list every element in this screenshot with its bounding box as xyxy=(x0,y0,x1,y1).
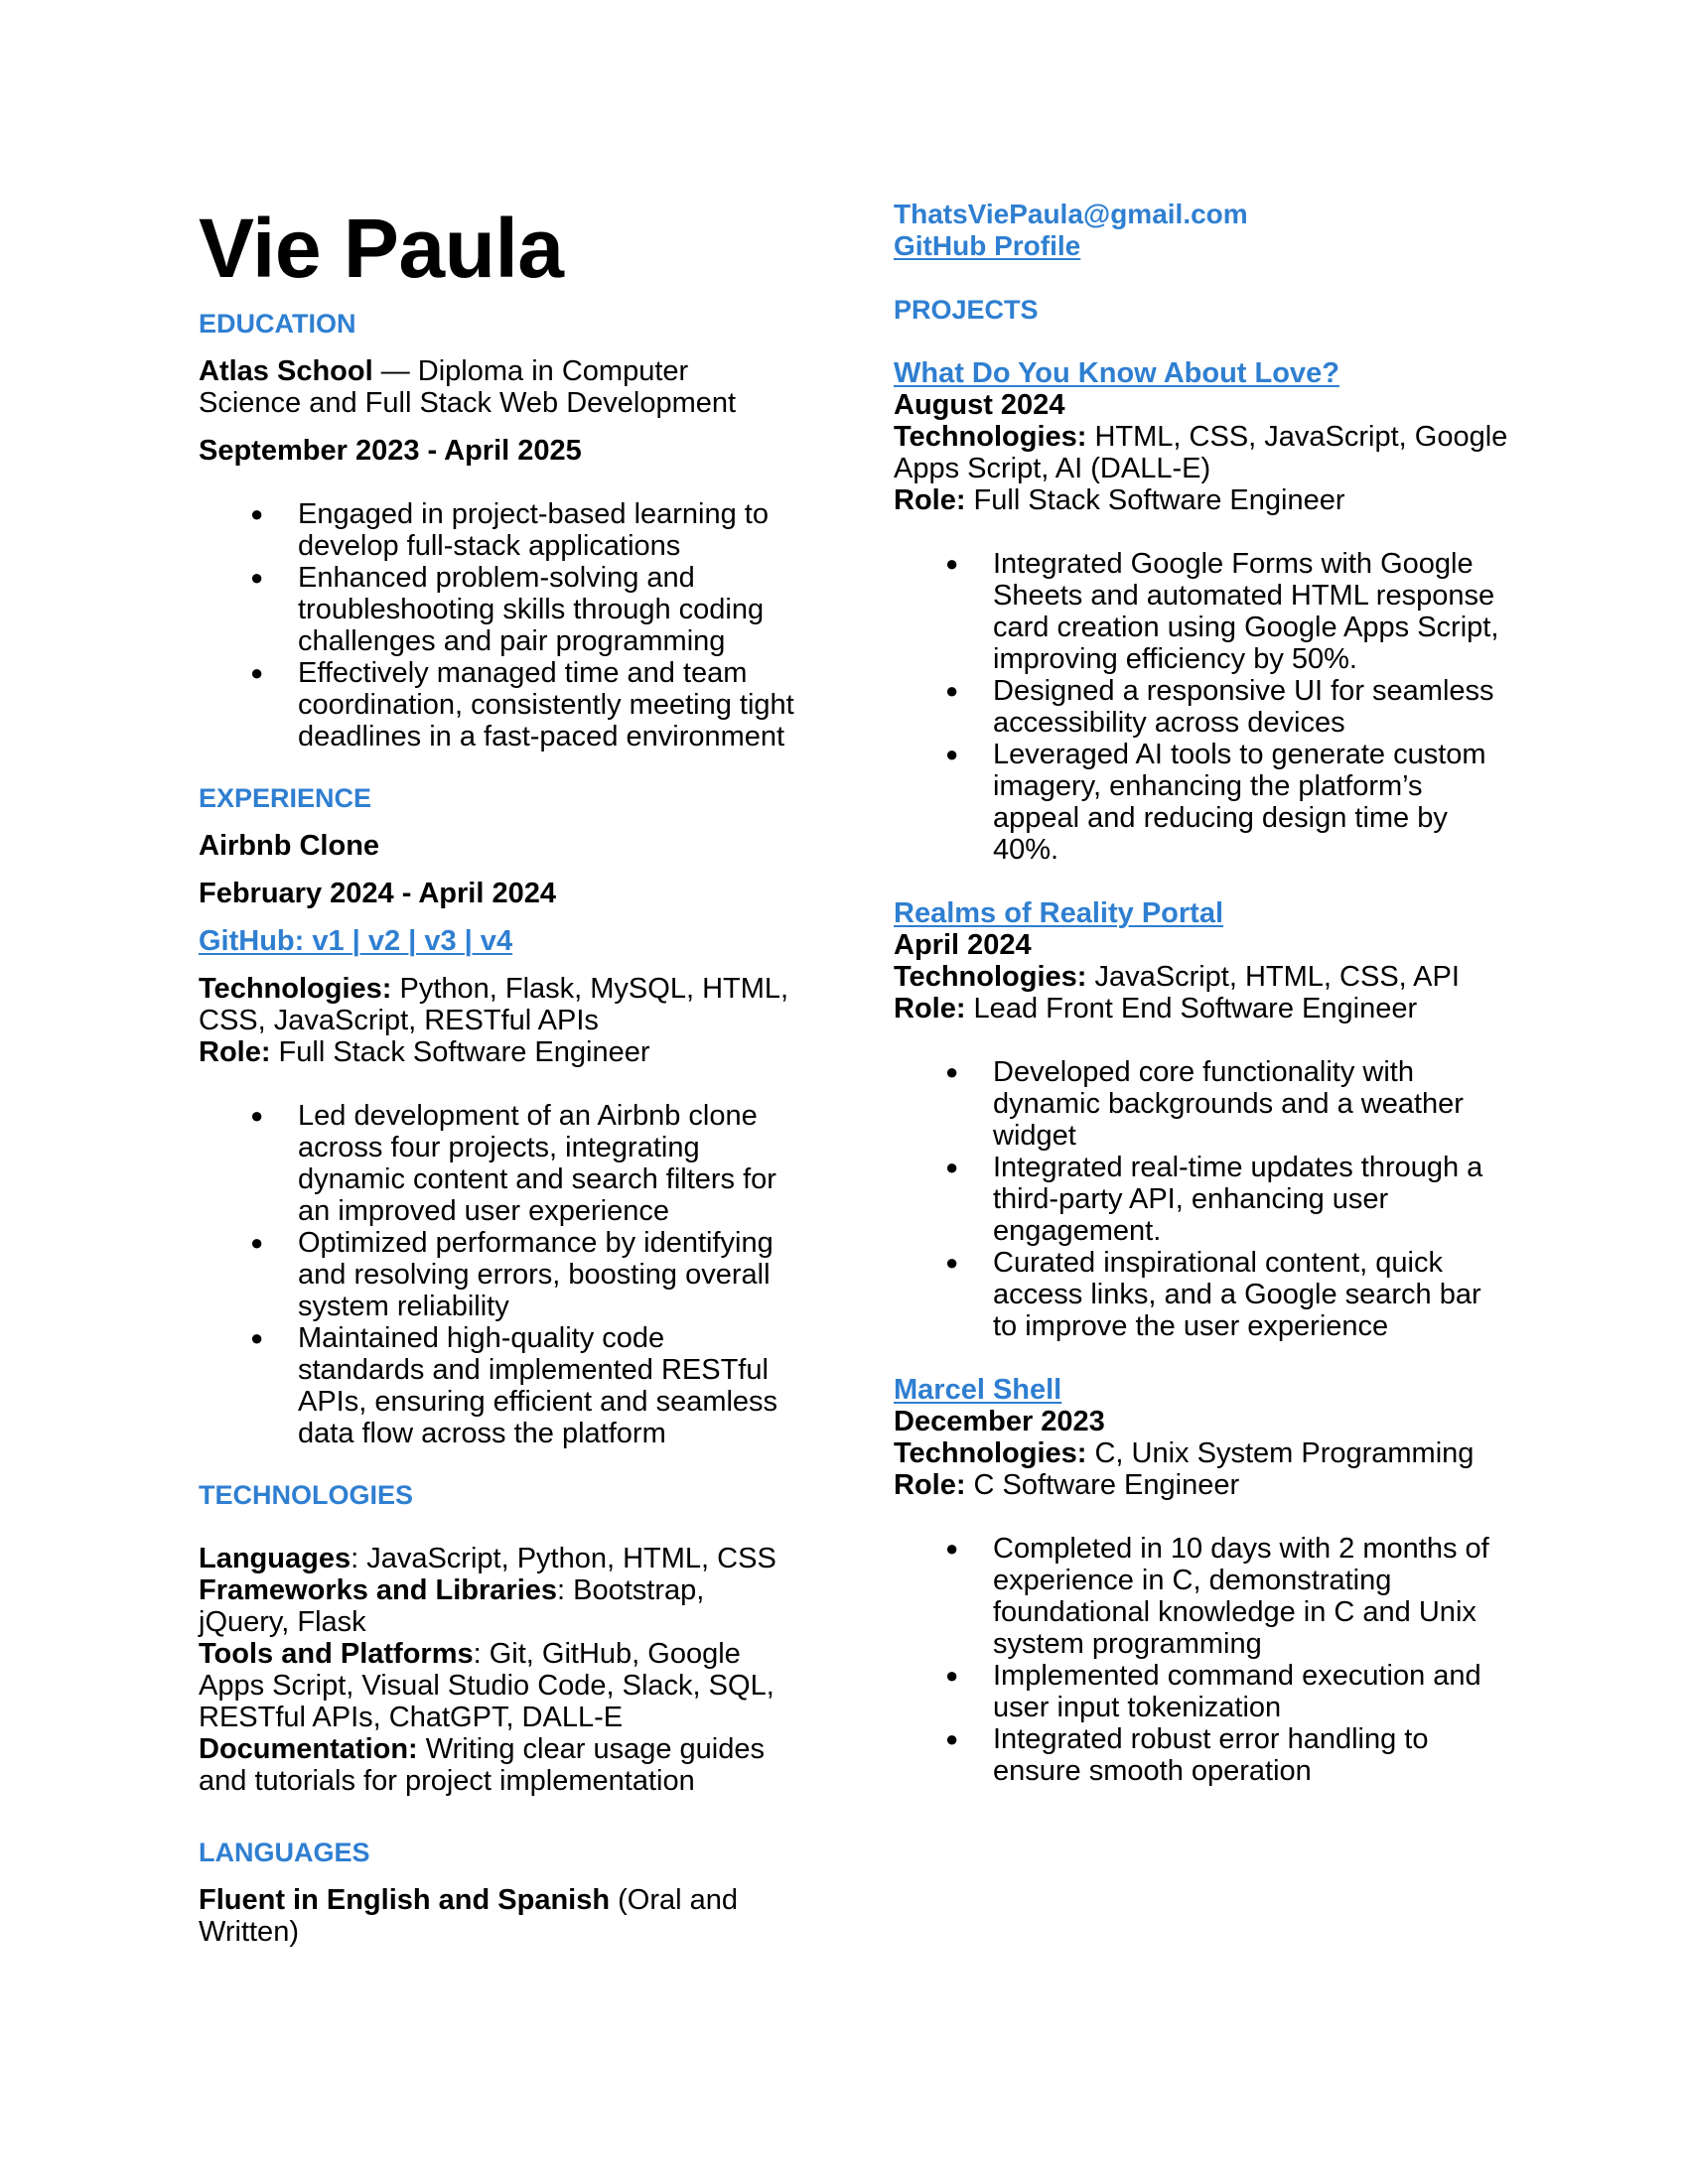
school-separator: — xyxy=(372,355,418,387)
bullet-icon: ● xyxy=(250,1325,264,1350)
project-item xyxy=(894,897,1509,1342)
experience-github-links[interactable]: GitHub: v1 | v2 | v3 | v4 xyxy=(199,925,513,957)
role-value: Lead Front End Software Engineer xyxy=(965,993,1418,1024)
experience-role xyxy=(199,1036,794,1068)
tech-label: Technologies: xyxy=(894,961,1087,993)
list-item xyxy=(894,1723,1509,1787)
languages-value: : JavaScript, Python, HTML, CSS xyxy=(351,1543,776,1574)
project-technologies xyxy=(894,1437,1509,1469)
list-item xyxy=(199,1227,794,1322)
experience-section xyxy=(199,782,794,1449)
project-role xyxy=(894,1469,1509,1501)
github-profile-link[interactable]: GitHub Profile xyxy=(894,230,1081,261)
bullet-text: Leveraged AI tools to generate custom imagery, enhancing the platform’s appeal and reducing design time by 40%. xyxy=(993,739,1486,866)
project-title-link[interactable]: Realms of Reality Portal xyxy=(894,897,1223,929)
list-item xyxy=(894,1660,1509,1723)
role-value: C Software Engineer xyxy=(965,1469,1240,1501)
bullet-text: Engaged in project-based learning to develop full-stack applications xyxy=(298,498,769,562)
bullet-icon: ● xyxy=(945,1726,959,1751)
tech-value: JavaScript, HTML, CSS, API xyxy=(1086,961,1460,993)
tools-label: Tools and Platforms xyxy=(199,1638,474,1670)
tech-tools xyxy=(199,1638,794,1733)
project-bullets xyxy=(894,1056,1509,1342)
documentation-value: Writing clear usage guides and tutorials for project implementation xyxy=(199,1733,765,1797)
bullet-icon: ● xyxy=(945,742,959,766)
role-label: Role: xyxy=(894,993,966,1024)
experience-technologies xyxy=(199,973,794,1036)
bullet-text: Integrated Google Forms with Google Sheets and automated HTML response card creation using Google Apps Script, improving efficiency by 50%. xyxy=(993,548,1499,675)
projects-heading: PROJECTS xyxy=(894,295,1039,325)
list-item xyxy=(199,657,794,752)
project-role xyxy=(894,484,1509,516)
list-item xyxy=(894,675,1509,739)
role-value: Full Stack Software Engineer xyxy=(965,484,1345,516)
bullet-text: Effectively managed time and team coordination, consistently meeting tight deadlines in a fast-paced environment xyxy=(298,657,794,752)
bullet-text: Optimized performance by identifying and resolving errors, boosting overall system reliability xyxy=(298,1227,774,1322)
project-date: April 2024 xyxy=(894,929,1032,961)
list-item xyxy=(894,739,1509,866)
fluent-value: (Oral and Written) xyxy=(199,1884,739,1948)
candidate-name: Vie Paula xyxy=(199,202,564,295)
fluent-label: Fluent in English and Spanish xyxy=(199,1884,611,1916)
bullet-text: Integrated real-time updates through a third-party API, enhancing user engagement. xyxy=(993,1152,1483,1247)
list-item xyxy=(199,1322,794,1449)
tech-label: Technologies: xyxy=(199,973,392,1005)
technologies-heading: TECHNOLOGIES xyxy=(199,1480,414,1510)
project-item xyxy=(894,1374,1509,1787)
languages-label: Languages xyxy=(199,1543,352,1574)
education-dates: September 2023 - April 2025 xyxy=(199,435,582,467)
project-title-link[interactable]: What Do You Know About Love? xyxy=(894,357,1339,389)
list-item xyxy=(894,1056,1509,1152)
project-technologies xyxy=(894,421,1509,484)
role-label: Role: xyxy=(199,1036,271,1068)
frameworks-label: Frameworks and Libraries xyxy=(199,1574,558,1606)
list-item xyxy=(894,1152,1509,1247)
project-bullets xyxy=(894,548,1509,866)
bullet-text: Led development of an Airbnb clone across four projects, integrating dynamic content and search filters for an improved user experience xyxy=(298,1100,776,1227)
list-item xyxy=(199,1100,794,1227)
languages-fluent xyxy=(199,1884,794,1948)
languages-section xyxy=(199,1837,794,1948)
bullet-icon: ● xyxy=(945,678,959,703)
bullet-icon: ● xyxy=(945,1250,959,1275)
project-title-link[interactable]: Marcel Shell xyxy=(894,1374,1062,1406)
bullet-text: Designed a responsive UI for seamless accessibility across devices xyxy=(993,675,1494,739)
project-date: August 2024 xyxy=(894,389,1065,421)
education-section xyxy=(199,308,794,752)
bullet-icon: ● xyxy=(945,1059,959,1084)
contact-block xyxy=(894,199,1509,262)
experience-dates: February 2024 - April 2024 xyxy=(199,878,556,909)
role-label: Role: xyxy=(894,484,966,516)
tech-label: Technologies: xyxy=(894,421,1087,453)
project-role xyxy=(894,993,1509,1024)
bullet-text: Implemented command execution and user input tokenization xyxy=(993,1660,1481,1723)
list-item xyxy=(894,1533,1509,1660)
project-date: December 2023 xyxy=(894,1406,1105,1437)
bullet-text: Curated inspirational content, quick access links, and a Google search bar to improve the user experience xyxy=(993,1247,1481,1342)
tech-value: C, Unix System Programming xyxy=(1086,1437,1475,1469)
list-item xyxy=(199,498,794,562)
bullet-icon: ● xyxy=(945,551,959,576)
project-item xyxy=(894,357,1509,866)
tools-value: : Git, GitHub, Google Apps Script, Visual Studio Code, Slack, SQL, RESTful APIs, ChatGPT, DALL-E xyxy=(199,1638,774,1733)
tech-frameworks xyxy=(199,1574,794,1638)
project-bullets xyxy=(894,1533,1509,1787)
technologies-section xyxy=(199,1479,794,1797)
bullet-icon: ● xyxy=(945,1155,959,1179)
bullet-icon: ● xyxy=(250,1230,264,1255)
tech-value: HTML, CSS, JavaScript, Google Apps Script, AI (DALL-E) xyxy=(894,421,1508,484)
documentation-label: Documentation: xyxy=(199,1733,418,1765)
languages-heading: LANGUAGES xyxy=(199,1838,370,1867)
bullet-text: Maintained high-quality code standards and implemented RESTful APIs, ensuring efficient and seamless data flow across the platform xyxy=(298,1322,778,1449)
experience-title: Airbnb Clone xyxy=(199,830,380,862)
bullet-icon: ● xyxy=(250,565,264,590)
bullet-icon: ● xyxy=(250,660,264,685)
list-item xyxy=(894,1247,1509,1342)
list-item xyxy=(199,562,794,657)
bullet-text: Completed in 10 days with 2 months of experience in C, demonstrating foundational knowledge in C and Unix system programming xyxy=(993,1533,1489,1660)
tech-label: Technologies: xyxy=(894,1437,1087,1469)
education-bullets xyxy=(199,498,794,752)
role-value: Full Stack Software Engineer xyxy=(270,1036,650,1068)
bullet-text: Enhanced problem-solving and troubleshooting skills through coding challenges and pair programming xyxy=(298,562,765,657)
bullet-text: Developed core functionality with dynamic backgrounds and a weather widget xyxy=(993,1056,1464,1152)
bullet-icon: ● xyxy=(250,1103,264,1128)
tech-value: Python, Flask, MySQL, HTML, CSS, JavaScript, RESTful APIs xyxy=(199,973,789,1036)
role-label: Role: xyxy=(894,1469,966,1501)
project-technologies xyxy=(894,961,1509,993)
bullet-icon: ● xyxy=(945,1536,959,1561)
bullet-icon: ● xyxy=(250,501,264,526)
experience-heading: EXPERIENCE xyxy=(199,783,372,813)
bullet-icon: ● xyxy=(945,1663,959,1688)
experience-bullets xyxy=(199,1100,794,1449)
email-link[interactable]: ThatsViePaula@gmail.com xyxy=(894,199,1248,229)
education-heading: EDUCATION xyxy=(199,309,356,339)
education-school-line xyxy=(199,355,794,419)
school-name: Atlas School xyxy=(199,355,373,387)
bullet-text: Integrated robust error handling to ensure smooth operation xyxy=(993,1723,1429,1787)
projects-section xyxy=(894,294,1509,1787)
tech-languages xyxy=(199,1543,794,1574)
tech-documentation xyxy=(199,1733,794,1797)
list-item xyxy=(894,548,1509,675)
degree: Diploma in Computer Science and Full Stack Web Development xyxy=(199,355,737,419)
frameworks-value: : Bootstrap, jQuery, Flask xyxy=(199,1574,705,1638)
